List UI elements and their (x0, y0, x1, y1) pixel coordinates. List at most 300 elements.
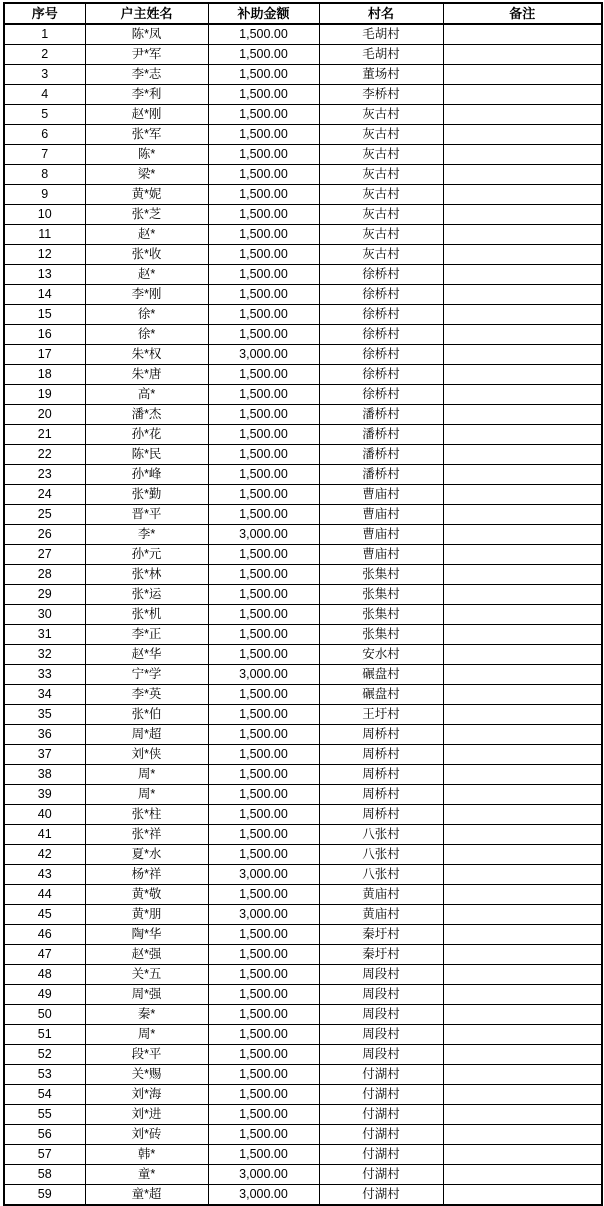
row-index-cell: 16 (4, 325, 85, 345)
remark-cell (443, 365, 602, 385)
name-cell: 李*志 (85, 65, 208, 85)
table-row (4, 965, 602, 985)
amount-cell: 1,500.00 (208, 145, 319, 165)
table-row (4, 825, 602, 845)
col-header-name: 户主姓名 (85, 3, 208, 24)
row-index-cell: 33 (4, 665, 85, 685)
table-row (4, 905, 602, 925)
name-cell: 张*芝 (85, 205, 208, 225)
row-index-cell: 6 (4, 125, 85, 145)
name-cell: 韩* (85, 1145, 208, 1165)
amount-cell: 1,500.00 (208, 825, 319, 845)
row-index-cell: 36 (4, 725, 85, 745)
amount-cell: 1,500.00 (208, 585, 319, 605)
amount-cell: 1,500.00 (208, 705, 319, 725)
name-cell: 张*机 (85, 605, 208, 625)
col-header-index: 序号 (4, 3, 85, 24)
remark-cell (443, 1145, 602, 1165)
name-cell: 张*勤 (85, 485, 208, 505)
name-cell: 赵* (85, 265, 208, 285)
village-cell: 付湖村 (319, 1085, 443, 1105)
village-cell: 碾盘村 (319, 685, 443, 705)
name-cell: 周* (85, 1025, 208, 1045)
table-row (4, 1165, 602, 1185)
name-cell: 赵* (85, 225, 208, 245)
amount-cell: 1,500.00 (208, 445, 319, 465)
name-cell: 李*利 (85, 85, 208, 105)
village-cell: 秦圩村 (319, 945, 443, 965)
amount-cell: 1,500.00 (208, 265, 319, 285)
row-index-cell: 37 (4, 745, 85, 765)
table-row (4, 245, 602, 265)
remark-cell (443, 845, 602, 865)
table-row (4, 1105, 602, 1125)
village-cell: 周段村 (319, 985, 443, 1005)
table-row (4, 385, 602, 405)
remark-cell (443, 805, 602, 825)
name-cell: 赵*刚 (85, 105, 208, 125)
remark-cell (443, 905, 602, 925)
remark-cell (443, 485, 602, 505)
table-row (4, 865, 602, 885)
amount-cell: 3,000.00 (208, 345, 319, 365)
amount-cell: 1,500.00 (208, 305, 319, 325)
name-cell: 潘*杰 (85, 405, 208, 425)
remark-cell (443, 645, 602, 665)
amount-cell: 1,500.00 (208, 505, 319, 525)
amount-cell: 1,500.00 (208, 725, 319, 745)
amount-cell: 1,500.00 (208, 1105, 319, 1125)
remark-cell (443, 465, 602, 485)
row-index-cell: 31 (4, 625, 85, 645)
row-index-cell: 55 (4, 1105, 85, 1125)
row-index-cell: 41 (4, 825, 85, 845)
amount-cell: 1,500.00 (208, 245, 319, 265)
remark-cell (443, 265, 602, 285)
row-index-cell: 46 (4, 925, 85, 945)
name-cell: 孙*元 (85, 545, 208, 565)
table-row (4, 205, 602, 225)
table-row (4, 725, 602, 745)
village-cell: 周桥村 (319, 765, 443, 785)
village-cell: 灰古村 (319, 205, 443, 225)
remark-cell (443, 1105, 602, 1125)
row-index-cell: 18 (4, 365, 85, 385)
table-body (4, 24, 602, 1205)
row-index-cell: 12 (4, 245, 85, 265)
row-index-cell: 45 (4, 905, 85, 925)
remark-cell (443, 525, 602, 545)
table-row (4, 565, 602, 585)
village-cell: 秦圩村 (319, 925, 443, 945)
remark-cell (443, 105, 602, 125)
table-row (4, 125, 602, 145)
row-index-cell: 20 (4, 405, 85, 425)
remark-cell (443, 145, 602, 165)
village-cell: 徐桥村 (319, 285, 443, 305)
table-row (4, 1145, 602, 1165)
village-cell: 灰古村 (319, 125, 443, 145)
village-cell: 周桥村 (319, 785, 443, 805)
table-row (4, 505, 602, 525)
table-row (4, 24, 602, 45)
amount-cell: 1,500.00 (208, 1125, 319, 1145)
row-index-cell: 42 (4, 845, 85, 865)
name-cell: 朱*权 (85, 345, 208, 365)
table-row (4, 665, 602, 685)
remark-cell (443, 305, 602, 325)
row-index-cell: 35 (4, 705, 85, 725)
village-cell: 付湖村 (319, 1165, 443, 1185)
amount-cell: 3,000.00 (208, 665, 319, 685)
village-cell: 付湖村 (319, 1185, 443, 1206)
amount-cell: 1,500.00 (208, 845, 319, 865)
table-row (4, 45, 602, 65)
amount-cell: 1,500.00 (208, 1045, 319, 1065)
remark-cell (443, 1125, 602, 1145)
village-cell: 毛胡村 (319, 24, 443, 45)
name-cell: 孙*峰 (85, 465, 208, 485)
name-cell: 刘*砖 (85, 1125, 208, 1145)
village-cell: 周段村 (319, 1025, 443, 1045)
name-cell: 周* (85, 785, 208, 805)
remark-cell (443, 245, 602, 265)
table-row (4, 685, 602, 705)
row-index-cell: 39 (4, 785, 85, 805)
remark-cell (443, 285, 602, 305)
village-cell: 张集村 (319, 565, 443, 585)
table-row (4, 65, 602, 85)
amount-cell: 1,500.00 (208, 85, 319, 105)
name-cell: 赵*华 (85, 645, 208, 665)
row-index-cell: 7 (4, 145, 85, 165)
subsidy-sheet (3, 2, 603, 1206)
table-row (4, 585, 602, 605)
row-index-cell: 22 (4, 445, 85, 465)
remark-cell (443, 925, 602, 945)
table-row (4, 605, 602, 625)
amount-cell: 1,500.00 (208, 65, 319, 85)
name-cell: 刘*海 (85, 1085, 208, 1105)
amount-cell: 1,500.00 (208, 625, 319, 645)
village-cell: 周段村 (319, 1005, 443, 1025)
row-index-cell: 13 (4, 265, 85, 285)
amount-cell: 1,500.00 (208, 125, 319, 145)
table-row (4, 1085, 602, 1105)
amount-cell: 1,500.00 (208, 325, 319, 345)
table-row (4, 85, 602, 105)
table-row (4, 425, 602, 445)
table-row (4, 845, 602, 865)
remark-cell (443, 625, 602, 645)
table-row (4, 525, 602, 545)
remark-cell (443, 85, 602, 105)
name-cell: 陈*民 (85, 445, 208, 465)
row-index-cell: 10 (4, 205, 85, 225)
amount-cell: 1,500.00 (208, 985, 319, 1005)
row-index-cell: 52 (4, 1045, 85, 1065)
row-index-cell: 56 (4, 1125, 85, 1145)
remark-cell (443, 965, 602, 985)
amount-cell: 3,000.00 (208, 1185, 319, 1206)
remark-cell (443, 565, 602, 585)
village-cell: 曹庙村 (319, 505, 443, 525)
name-cell: 段*平 (85, 1045, 208, 1065)
amount-cell: 1,500.00 (208, 205, 319, 225)
name-cell: 童* (85, 1165, 208, 1185)
name-cell: 秦* (85, 1005, 208, 1025)
remark-cell (443, 225, 602, 245)
name-cell: 张*伯 (85, 705, 208, 725)
amount-cell: 1,500.00 (208, 545, 319, 565)
amount-cell: 1,500.00 (208, 965, 319, 985)
village-cell: 徐桥村 (319, 345, 443, 365)
name-cell: 周* (85, 765, 208, 785)
amount-cell: 1,500.00 (208, 465, 319, 485)
table-row (4, 765, 602, 785)
village-cell: 周段村 (319, 1045, 443, 1065)
amount-cell: 1,500.00 (208, 1025, 319, 1045)
name-cell: 陶*华 (85, 925, 208, 945)
village-cell: 曹庙村 (319, 545, 443, 565)
row-index-cell: 25 (4, 505, 85, 525)
amount-cell: 1,500.00 (208, 805, 319, 825)
amount-cell: 1,500.00 (208, 185, 319, 205)
row-index-cell: 57 (4, 1145, 85, 1165)
table-row (4, 285, 602, 305)
row-index-cell: 58 (4, 1165, 85, 1185)
table-row (4, 305, 602, 325)
row-index-cell: 5 (4, 105, 85, 125)
col-header-remark: 备注 (443, 3, 602, 24)
amount-cell: 1,500.00 (208, 945, 319, 965)
remark-cell (443, 725, 602, 745)
village-cell: 徐桥村 (319, 305, 443, 325)
row-index-cell: 3 (4, 65, 85, 85)
amount-cell: 1,500.00 (208, 645, 319, 665)
amount-cell: 1,500.00 (208, 385, 319, 405)
table-row (4, 225, 602, 245)
remark-cell (443, 825, 602, 845)
remark-cell (443, 185, 602, 205)
name-cell: 尹*军 (85, 45, 208, 65)
table-row (4, 265, 602, 285)
remark-cell (443, 205, 602, 225)
row-index-cell: 54 (4, 1085, 85, 1105)
village-cell: 灰古村 (319, 225, 443, 245)
village-cell: 曹庙村 (319, 485, 443, 505)
village-cell: 潘桥村 (319, 445, 443, 465)
village-cell: 灰古村 (319, 245, 443, 265)
name-cell: 李*正 (85, 625, 208, 645)
table-row (4, 785, 602, 805)
remark-cell (443, 685, 602, 705)
name-cell: 周*强 (85, 985, 208, 1005)
table-row (4, 365, 602, 385)
remark-cell (443, 325, 602, 345)
amount-cell: 1,500.00 (208, 165, 319, 185)
name-cell: 晋*平 (85, 505, 208, 525)
table-row (4, 325, 602, 345)
village-cell: 张集村 (319, 585, 443, 605)
col-header-amount: 补助金额 (208, 3, 319, 24)
table-row (4, 885, 602, 905)
name-cell: 刘*进 (85, 1105, 208, 1125)
remark-cell (443, 345, 602, 365)
remark-cell (443, 1065, 602, 1085)
row-index-cell: 19 (4, 385, 85, 405)
remark-cell (443, 1005, 602, 1025)
village-cell: 毛胡村 (319, 45, 443, 65)
name-cell: 周*超 (85, 725, 208, 745)
village-cell: 潘桥村 (319, 465, 443, 485)
table-row (4, 545, 602, 565)
amount-cell: 1,500.00 (208, 745, 319, 765)
row-index-cell: 50 (4, 1005, 85, 1025)
amount-cell: 1,500.00 (208, 285, 319, 305)
row-index-cell: 53 (4, 1065, 85, 1085)
amount-cell: 3,000.00 (208, 1165, 319, 1185)
village-cell: 八张村 (319, 865, 443, 885)
name-cell: 张*收 (85, 245, 208, 265)
amount-cell: 1,500.00 (208, 24, 319, 45)
amount-cell: 1,500.00 (208, 105, 319, 125)
amount-cell: 1,500.00 (208, 565, 319, 585)
table-row (4, 485, 602, 505)
village-cell: 王圩村 (319, 705, 443, 725)
remark-cell (443, 765, 602, 785)
village-cell: 灰古村 (319, 165, 443, 185)
remark-cell (443, 545, 602, 565)
table-row (4, 925, 602, 945)
remark-cell (443, 385, 602, 405)
name-cell: 孙*花 (85, 425, 208, 445)
name-cell: 李* (85, 525, 208, 545)
name-cell: 张*祥 (85, 825, 208, 845)
amount-cell: 1,500.00 (208, 1145, 319, 1165)
name-cell: 陈* (85, 145, 208, 165)
table-row (4, 405, 602, 425)
amount-cell: 1,500.00 (208, 1085, 319, 1105)
row-index-cell: 4 (4, 85, 85, 105)
village-cell: 黄庙村 (319, 885, 443, 905)
amount-cell: 1,500.00 (208, 785, 319, 805)
village-cell: 周桥村 (319, 725, 443, 745)
amount-cell: 1,500.00 (208, 605, 319, 625)
village-cell: 八张村 (319, 845, 443, 865)
village-cell: 李桥村 (319, 85, 443, 105)
remark-cell (443, 1045, 602, 1065)
subsidy-table (3, 2, 603, 1206)
table-row (4, 1005, 602, 1025)
amount-cell: 3,000.00 (208, 905, 319, 925)
name-cell: 徐* (85, 305, 208, 325)
village-cell: 徐桥村 (319, 365, 443, 385)
table-row (4, 465, 602, 485)
table-row (4, 1045, 602, 1065)
amount-cell: 1,500.00 (208, 405, 319, 425)
amount-cell: 1,500.00 (208, 485, 319, 505)
row-index-cell: 24 (4, 485, 85, 505)
village-cell: 曹庙村 (319, 525, 443, 545)
amount-cell: 1,500.00 (208, 45, 319, 65)
village-cell: 黄庙村 (319, 905, 443, 925)
table-row (4, 345, 602, 365)
remark-cell (443, 665, 602, 685)
table-row (4, 705, 602, 725)
village-cell: 灰古村 (319, 105, 443, 125)
table-row (4, 625, 602, 645)
row-index-cell: 9 (4, 185, 85, 205)
remark-cell (443, 65, 602, 85)
remark-cell (443, 165, 602, 185)
name-cell: 李*刚 (85, 285, 208, 305)
amount-cell: 1,500.00 (208, 225, 319, 245)
amount-cell: 3,000.00 (208, 865, 319, 885)
row-index-cell: 15 (4, 305, 85, 325)
name-cell: 陈*凤 (85, 24, 208, 45)
name-cell: 张*军 (85, 125, 208, 145)
name-cell: 张*柱 (85, 805, 208, 825)
row-index-cell: 21 (4, 425, 85, 445)
name-cell: 李*英 (85, 685, 208, 705)
name-cell: 夏*水 (85, 845, 208, 865)
row-index-cell: 29 (4, 585, 85, 605)
village-cell: 付湖村 (319, 1065, 443, 1085)
remark-cell (443, 505, 602, 525)
row-index-cell: 48 (4, 965, 85, 985)
table-row (4, 105, 602, 125)
row-index-cell: 11 (4, 225, 85, 245)
amount-cell: 1,500.00 (208, 1065, 319, 1085)
row-index-cell: 43 (4, 865, 85, 885)
village-cell: 付湖村 (319, 1105, 443, 1125)
row-index-cell: 28 (4, 565, 85, 585)
name-cell: 梁* (85, 165, 208, 185)
remark-cell (443, 425, 602, 445)
remark-cell (443, 125, 602, 145)
name-cell: 黄*妮 (85, 185, 208, 205)
village-cell: 周段村 (319, 965, 443, 985)
row-index-cell: 26 (4, 525, 85, 545)
remark-cell (443, 1185, 602, 1206)
village-cell: 周桥村 (319, 805, 443, 825)
village-cell: 灰古村 (319, 185, 443, 205)
amount-cell: 1,500.00 (208, 885, 319, 905)
village-cell: 徐桥村 (319, 265, 443, 285)
row-index-cell: 59 (4, 1185, 85, 1206)
row-index-cell: 44 (4, 885, 85, 905)
row-index-cell: 51 (4, 1025, 85, 1045)
table-row (4, 945, 602, 965)
remark-cell (443, 24, 602, 45)
remark-cell (443, 945, 602, 965)
remark-cell (443, 745, 602, 765)
table-row (4, 165, 602, 185)
name-cell: 关*五 (85, 965, 208, 985)
remark-cell (443, 445, 602, 465)
row-index-cell: 38 (4, 765, 85, 785)
remark-cell (443, 45, 602, 65)
village-cell: 八张村 (319, 825, 443, 845)
village-cell: 徐桥村 (319, 325, 443, 345)
table-row (4, 745, 602, 765)
row-index-cell: 2 (4, 45, 85, 65)
table-row (4, 645, 602, 665)
table-header-row (4, 3, 602, 24)
village-cell: 张集村 (319, 625, 443, 645)
remark-cell (443, 705, 602, 725)
